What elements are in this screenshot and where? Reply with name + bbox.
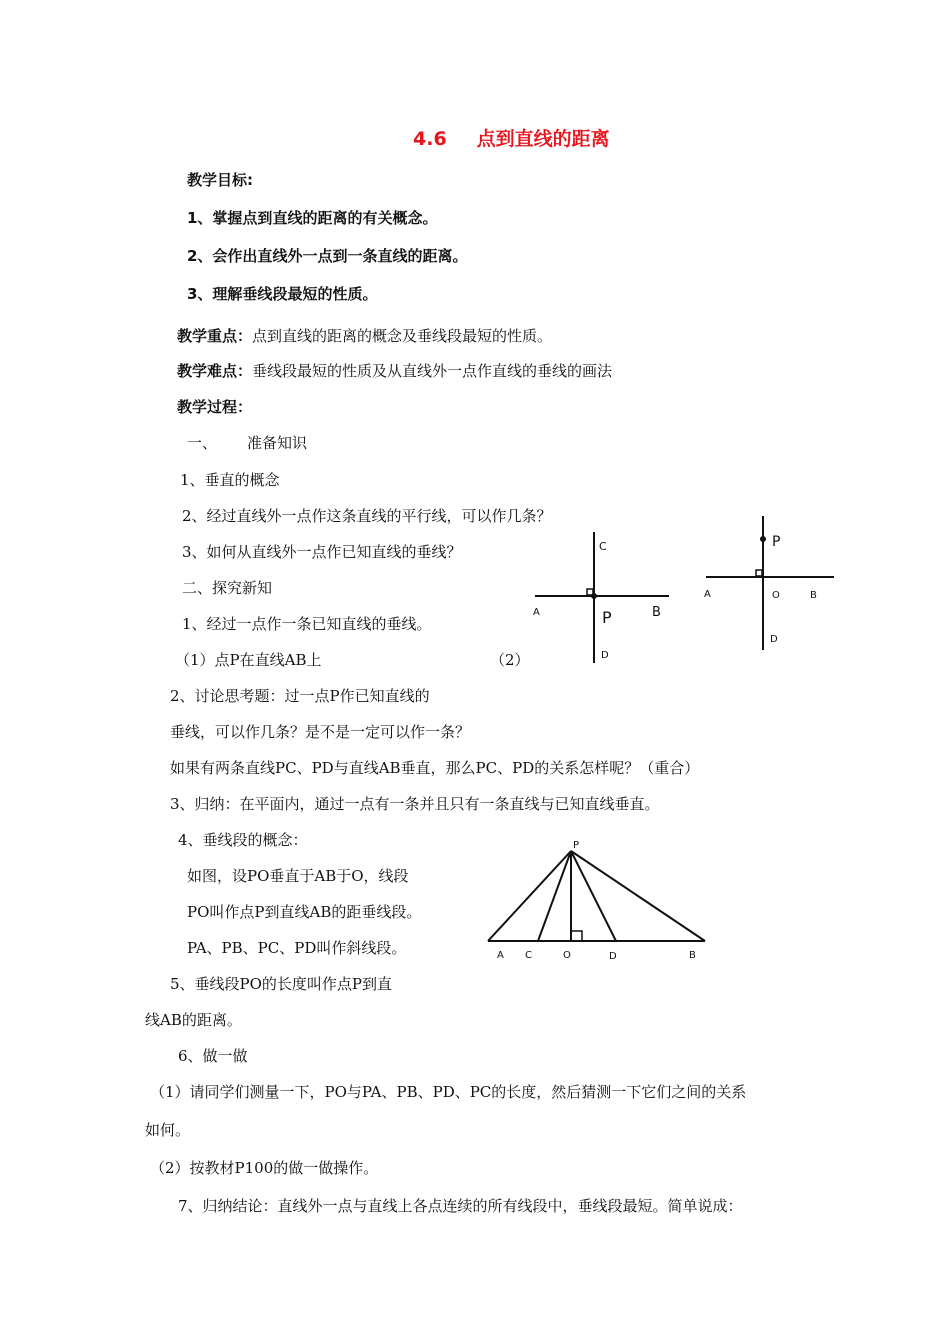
title-text: 点到直线的距离 [476,128,610,150]
segment-pd [571,851,616,941]
label-b: B [810,590,817,601]
label-o: O [772,590,780,601]
label-p: P [772,534,781,550]
label-a: A [704,589,711,600]
point-p [760,536,766,542]
label-c: C [525,950,532,961]
do-heading: 6、做一做 [178,1047,248,1065]
goal-item: 1、掌握点到直线的距离的有关概念。 [187,209,438,227]
label-b: B [652,605,661,620]
label-d: D [601,650,609,661]
page-title [413,124,610,151]
figure-perpendicular-off-line [700,512,840,652]
label-p: P [602,608,612,627]
case-1: （1）点P在直线AB上 [175,651,322,669]
key-point [177,326,552,346]
right-angle-mark [756,570,762,576]
do-line: （1）请同学们测量一下，PO与PA、PB、PD、PC的长度，然后猜测一下它们之间的关系 [150,1083,747,1101]
figure-perpendicular-segment [484,835,709,965]
label-d: D [770,634,778,645]
label-d: D [609,951,617,962]
difficulty-label: 教学难点： [177,362,253,380]
goal-item: 2、会作出直线外一点到一条直线的距离。 [187,247,468,265]
concept-line: PO叫作点P到直线AB的距垂线段。 [187,903,422,921]
segment-pb [571,851,705,941]
point-p [591,593,597,599]
key-point-label: 教学重点： [177,327,253,345]
label-a: A [533,607,540,618]
label-p: P [573,840,580,851]
conclusion: 7、归纳结论：直线外一点与直线上各点连续的所有线段中，垂线段最短。简单说成： [178,1197,743,1215]
section2-heading: 二、探究新知 [182,579,273,597]
difficulty [177,361,612,381]
summary: 3、归纳：在平面内，通过一点有一条并且只有一条直线与已知直线垂直。 [170,795,660,813]
section1-heading [187,433,307,453]
do-line: 如何。 [145,1121,191,1139]
list-item: 3、如何从直线外一点作已知直线的垂线？ [182,543,462,561]
discuss-line: 2、讨论思考题：过一点P作已知直线的 [170,687,430,705]
distance-line: 线AB的距离。 [145,1011,242,1029]
concept-line: PA、PB、PC、PD叫作斜线段。 [187,939,407,957]
list-item: 2、经过直线外一点作这条直线的平行线，可以作几条？ [182,507,552,525]
label-c: C [599,540,607,553]
discuss-line: 如果有两条直线PC、PD与直线AB垂直，那么PC、PD的关系怎样呢？（重合） [170,759,700,777]
right-angle-mark [571,931,582,941]
goal-item: 3、理解垂线段最短的性质。 [187,285,378,303]
label-o: O [563,950,571,961]
label-b: B [689,950,696,961]
difficulty-text: 垂线段最短的性质及从直线外一点作直线的垂线的画法 [252,362,613,380]
segment-pa [488,851,571,941]
do-line: （2）按教材P100的做一做操作。 [150,1159,379,1177]
section1-heading-num: 一、 [187,434,218,452]
key-point-text: 点到直线的距离的概念及垂线段最短的性质。 [252,327,553,345]
section-number: 4.6 [413,128,447,150]
goals-heading: 教学目标: [187,171,253,189]
concept-line: 如图，设PO垂直于AB于O，线段 [187,867,409,885]
list-item: 1、垂直的概念 [180,471,280,489]
distance-line: 5、垂线段PO的长度叫作点P到直 [170,975,393,993]
section1-heading-text: 准备知识 [247,434,308,452]
list-item: 1、经过一点作一条已知直线的垂线。 [182,615,432,633]
concept-heading: 4、垂线段的概念： [178,831,308,849]
figure-perpendicular-on-line [525,530,675,665]
case-2: （2） [490,651,530,669]
discuss-line: 垂线，可以作几条？是不是一定可以作一条？ [170,723,471,741]
segment-pc [538,851,571,941]
label-a: A [497,950,504,961]
process-heading: 教学过程： [177,398,253,416]
